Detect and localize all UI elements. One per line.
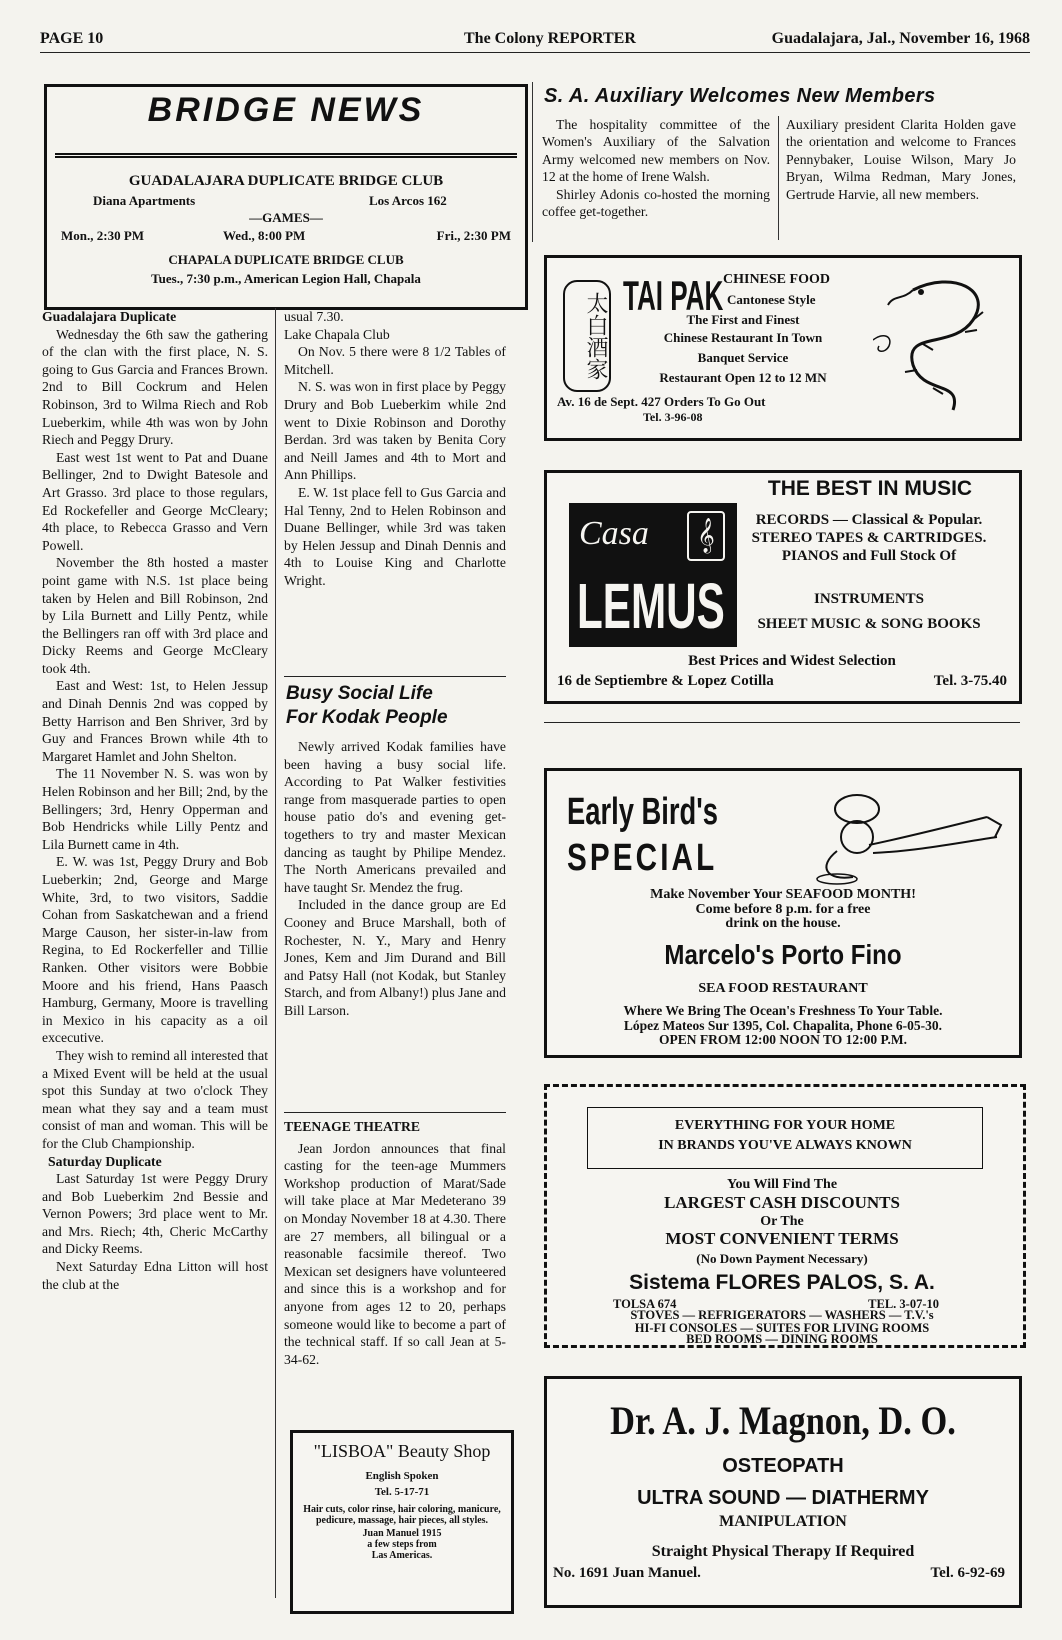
lemus-casa: Casa xyxy=(579,515,649,552)
paragraph: On Nov. 5 there were 8 1/2 Tables of Mitchell. xyxy=(284,344,506,377)
flores-line: MOST CONVENIENT TERMS xyxy=(665,1229,899,1248)
tai-pak-name: TAI PAK xyxy=(623,272,724,319)
magnon-address: No. 1691 Juan Manuel. xyxy=(553,1565,701,1581)
paragraph: Last Saturday 1st were Peggy Drury and Bob Lueberkim 2nd Bessie and Vernon Powers; 3rd place went to Mr. and Mrs. Riech; 4th, Cheric McCarthy and Dicky Reems. xyxy=(42,1171,268,1257)
lisboa-ad xyxy=(290,1430,514,1614)
auxiliary-article-left xyxy=(542,116,770,220)
dragon-illustration xyxy=(873,270,1003,420)
paragraph: Jean Jordon announces that final casting for the teen-age Mummers Workshop production of Marat/Sade will take place at Mar Medeterano 39 on Monday November 18 at 4.30. There are 27 members, all bilingual or a reasonable facsimile thereof. Two Mexican set designers have volunteered and since this is a workshop and for anyone from ages 12 to 20, perhaps someone would like to become a part of the technical staff. If so call Jean at 5-34-62. xyxy=(284,1140,506,1367)
lisboa-line: Las Americas. xyxy=(371,1550,433,1561)
divider xyxy=(284,676,506,677)
lemus-address: 16 de Septiembre & Lopez Cotilla xyxy=(557,673,774,689)
chapala-club-name: CHAPALA DUPLICATE BRIDGE CLUB xyxy=(168,252,404,267)
divider xyxy=(544,722,1020,723)
section-subhead: Guadalajara Duplicate xyxy=(42,309,177,324)
lisboa-line: a few steps from xyxy=(367,1539,437,1550)
column-divider xyxy=(275,308,276,1598)
tai-pak-line: Cantonese Style xyxy=(727,292,816,307)
paragraph: usual 7.30. xyxy=(284,309,344,324)
chef-illustration xyxy=(797,787,1007,887)
paragraph: Newly arrived Kodak families have been having a busy social life. According to Pat Walker festivities range from masquerade parties to open house patio do's and evening get-togethers to try and master Mexican dancing as taught by Philipe Mendez. The North Americans prevailed and have taught Sr. Mendez the frug. xyxy=(284,739,506,895)
magnon-name: Dr. A. J. Magnon, D. O. xyxy=(610,1398,956,1443)
lemus-products: RECORDS — Classical & Popular. STEREO TAPES & CARTRIDGES. PIANOS and Full Stock Of xyxy=(751,512,987,564)
auxiliary-article-right xyxy=(786,116,1016,203)
porto-address: López Mateos Sur 1395, Col. Chapalita, Phone 6-05-30. xyxy=(623,1018,943,1033)
venue-2: Los Arcos 162 xyxy=(369,193,447,208)
tai-pak-line: Restaurant Open 12 to 12 MN xyxy=(659,370,827,385)
flores-line: STOVES — REFRIGERATORS — WASHERS — T.V.'s xyxy=(630,1308,934,1322)
tai-pak-address: Av. 16 de Sept. 427 Orders To Go Out xyxy=(557,394,766,409)
paragraph: E. W. 1st place fell to Gus Garcia and Hal Tenny, 2nd to Helen Robinson and Duane Bellinger, while 3rd was taken by Helen Jessup and Dinah Dennis and 4th to Louise King and Charlotte Wright. xyxy=(284,484,506,588)
flores-line: HI-FI CONSOLES — SUITES FOR LIVING ROOMS xyxy=(634,1321,930,1335)
column-divider xyxy=(778,116,779,240)
magnon-line: ULTRA SOUND — DIATHERMY xyxy=(637,1487,929,1509)
flores-phone: TEL. 3-07-10 xyxy=(868,1297,939,1311)
porto-line: Come before 8 p.m. for a free xyxy=(695,902,871,917)
paragraph: E. W. was 1st, Peggy Drury and Bob Lueberkin; 2nd, George and Marge White, 3rd, to two visitors, Saddie Cohan from Saskatchewan and a friend Marge Causon, her sister-in-law from Regina, to Ed Rockerfeller and Tillie Ranken. Other visitors were Bobbie Moore and his friend, Hans Paasch Hamburg, Germany, Moore is travelling in Mexico in his capacity as a oil excecutive. xyxy=(42,854,268,1046)
porto-line: drink on the house. xyxy=(725,916,841,931)
casa-lemus-ad xyxy=(544,470,1022,704)
divider xyxy=(55,153,517,158)
paragraph: The 11 November N. S. was won by Helen Robinson and her Bill; 2nd, by the Bellingers; 3rd, Henry Opperman and Bob Hendricks while Lilly Pentz and Lila Burnett came in 4th. xyxy=(42,766,268,852)
section-subhead: Lake Chapala Club xyxy=(284,326,390,342)
schedule-fri: Fri., 2:30 PM xyxy=(436,228,511,243)
paragraph: East and West: 1st, to Helen Jessup and Dinah Dennis 2nd was copped by Betty Harrison and Ben Shriver, 3rd by Guy and Frances Brown while 4th to Margaret Hamlet and John Shelton. xyxy=(42,678,268,764)
venue-1: Diana Apartments xyxy=(93,193,196,208)
magnon-line: Straight Physical Therapy If Required xyxy=(651,1543,915,1560)
section-subhead: TEENAGE THEATRE xyxy=(284,1119,421,1134)
paragraph: November the 8th hosted a master point game with N.S. 1st place being taken by Helen and Bill Robinson, 2nd by Lila Burnett and Lilly Pentz, while the Bellingers ran off with 3rd place and Dicky Reems and George McCleary took 4th. xyxy=(42,555,268,676)
games-label: —GAMES— xyxy=(249,210,323,225)
column-bridge-results xyxy=(42,308,268,1293)
lemus-line: INSTRUMENTS xyxy=(813,591,925,607)
lisboa-line: English Spoken xyxy=(365,1470,439,1482)
newspaper-title: The Colony REPORTER xyxy=(464,30,636,47)
tai-pak-line: The First and Finest xyxy=(686,312,800,327)
lemus-phone: Tel. 3-75.40 xyxy=(933,673,1007,689)
magnon-phone: Tel. 6-92-69 xyxy=(930,1565,1005,1581)
lisboa-name: "LISBOA" Beauty Shop xyxy=(313,1441,491,1461)
teen-theatre-article xyxy=(284,1118,506,1368)
tai-pak-line: Chinese Restaurant In Town xyxy=(663,330,823,345)
flores-line: (No Down Payment Necessary) xyxy=(696,1251,868,1266)
tai-pak-phone: Tel. 3-96-08 xyxy=(643,410,703,424)
early-bird-headline: Early Bird's xyxy=(567,791,718,833)
bridge-news-title: BRIDGE NEWS xyxy=(147,91,425,129)
lemus-name: LEMUS xyxy=(577,570,725,642)
porto-line: Where We Bring The Ocean's Freshness To Your Table. xyxy=(623,1003,943,1018)
kodak-headline xyxy=(286,682,508,730)
paragraph: Auxiliary president Clarita Holden gave the orientation and welcome to Frances Pennybaker, Louise Wilson, Mary Jo Bryan, Wilma Redman, Mary Jones, Gertrude Harvie, all new members. xyxy=(786,117,1016,202)
auxiliary-headline: S. A. Auxiliary Welcomes New Members xyxy=(544,85,936,107)
special-headline: SPECIAL xyxy=(567,837,718,879)
flores-line: You Will Find The xyxy=(726,1177,838,1192)
magnon-line: MANIPULATION xyxy=(719,1513,847,1530)
paragraph: N. S. was won in first place by Peggy Drury and Bob Lueberkim while 2nd went to Dixie Robinson and Dorothy Berdan. 3rd was taken by Benita Cory and Neill James and 4th to Mort and Ann Phillips. xyxy=(284,379,506,483)
lisboa-services: Hair cuts, color rinse, hair coloring, manicure, pedicure, massage, hair pieces, all styles. xyxy=(303,1504,501,1526)
schedule-wed: Wed., 8:00 PM xyxy=(223,228,306,243)
paragraph: The hospitality committee of the Women's Auxiliary of the Salvation Army welcomed new members on Nov. 12 at the home of Irene Walsh. xyxy=(542,117,770,185)
porto-line: SEA FOOD RESTAURANT xyxy=(698,981,868,996)
paragraph: East west 1st went to Pat and Duane Bellinger, 2nd to Dwight Batesole and Art Grasso. 3rd place to those regulars, Ed Rockefeller and George McCleary; 4th place, to Rebecca Grasso and Vern Powell. xyxy=(42,449,268,553)
page-number: PAGE 10 xyxy=(40,30,104,47)
paragraph: They wish to remind all interested that a Mixed Event will be held at the usual spot this Sunday at two o'clock They mean what they say and a team must consist of man and woman. This will be for the Club Championship. xyxy=(42,1047,268,1151)
gdl-club-name: GUADALAJARA DUPLICATE BRIDGE CLUB xyxy=(128,173,444,189)
lemus-logo xyxy=(569,503,737,647)
flores-line: Or The xyxy=(760,1214,804,1229)
column-chapala xyxy=(284,308,506,590)
kodak-headline-line2: For Kodak People xyxy=(286,707,448,728)
flores-box-line: IN BRANDS YOU'VE ALWAYS KNOWN xyxy=(658,1138,912,1153)
porto-line: Make November Your SEAFOOD MONTH! xyxy=(650,887,916,902)
lisboa-phone: Tel. 5-17-71 xyxy=(374,1486,430,1498)
flores-top-box xyxy=(587,1107,983,1169)
paragraph: Shirley Adonis co-hosted the morning coffee get-together. xyxy=(542,186,770,220)
magnon-line: OSTEOPATH xyxy=(722,1455,844,1477)
tai-pak-line: CHINESE FOOD xyxy=(723,272,830,287)
magnon-ad xyxy=(544,1376,1022,1608)
kodak-article xyxy=(284,738,506,1020)
bridge-news-box xyxy=(44,84,528,310)
lisboa-address: Juan Manuel 1915 xyxy=(362,1528,442,1539)
flores-palos-ad xyxy=(544,1084,1026,1348)
section-subhead: Saturday Duplicate xyxy=(48,1153,162,1169)
lemus-line: SHEET MUSIC & SONG BOOKS xyxy=(757,616,981,632)
paragraph: Wednesday the 6th saw the gathering of the clan with the first place, N. S. going to Gus Garcia and Frances Brown. 2nd to Bill Cockrum and Helen Robinson, 3rd to Wilma Riech and Rob Lueberkim, while 4th was won by John Riech and Peggy Drury. xyxy=(42,326,268,448)
flores-box-line: EVERYTHING FOR YOUR HOME xyxy=(674,1118,896,1133)
dateline: Guadalajara, Jal., November 16, 1968 xyxy=(771,30,1030,47)
column-divider xyxy=(532,82,533,242)
porto-hours: OPEN FROM 12:00 NOON TO 12:00 P.M. xyxy=(659,1032,907,1047)
kodak-headline-line1: Busy Social Life xyxy=(286,683,433,704)
tai-pak-ad xyxy=(544,255,1022,441)
chinese-characters: 太白酒家 xyxy=(563,280,611,392)
chapala-schedule: Tues., 7:30 p.m., American Legion Hall, Chapala xyxy=(151,271,421,286)
paragraph: Next Saturday Edna Litton will host the club at the xyxy=(42,1259,268,1292)
flores-address: TOLSA 674 xyxy=(613,1297,677,1311)
divider xyxy=(284,1112,506,1113)
page-header xyxy=(40,30,1030,53)
flores-line: BED ROOMS — DINING ROOMS xyxy=(686,1332,878,1346)
paragraph: Included in the dance group are Ed Cooney and Bruce Marshall, both of Rochester, N. Y., Mary and Henry Jones, Kem and Jim Durand and Bill and Patsy Hall (not Kodak, but Stanley Starch, and from Albany!) plus Jane and Bill Larson. xyxy=(284,897,506,1018)
treble-clef-icon: 𝄞 xyxy=(687,511,725,561)
flores-name: Sistema FLORES PALOS, S. A. xyxy=(629,1271,935,1294)
lemus-line: Best Prices and Widest Selection xyxy=(688,653,896,669)
tai-pak-line: Banquet Service xyxy=(697,350,789,365)
porto-fino-name: Marcelo's Porto Fino xyxy=(664,939,902,970)
porto-fino-ad xyxy=(544,768,1022,1058)
schedule-mon: Mon., 2:30 PM xyxy=(61,228,145,243)
lemus-headline: THE BEST IN MUSIC xyxy=(767,477,973,500)
flores-line: LARGEST CASH DISCOUNTS xyxy=(664,1193,900,1212)
